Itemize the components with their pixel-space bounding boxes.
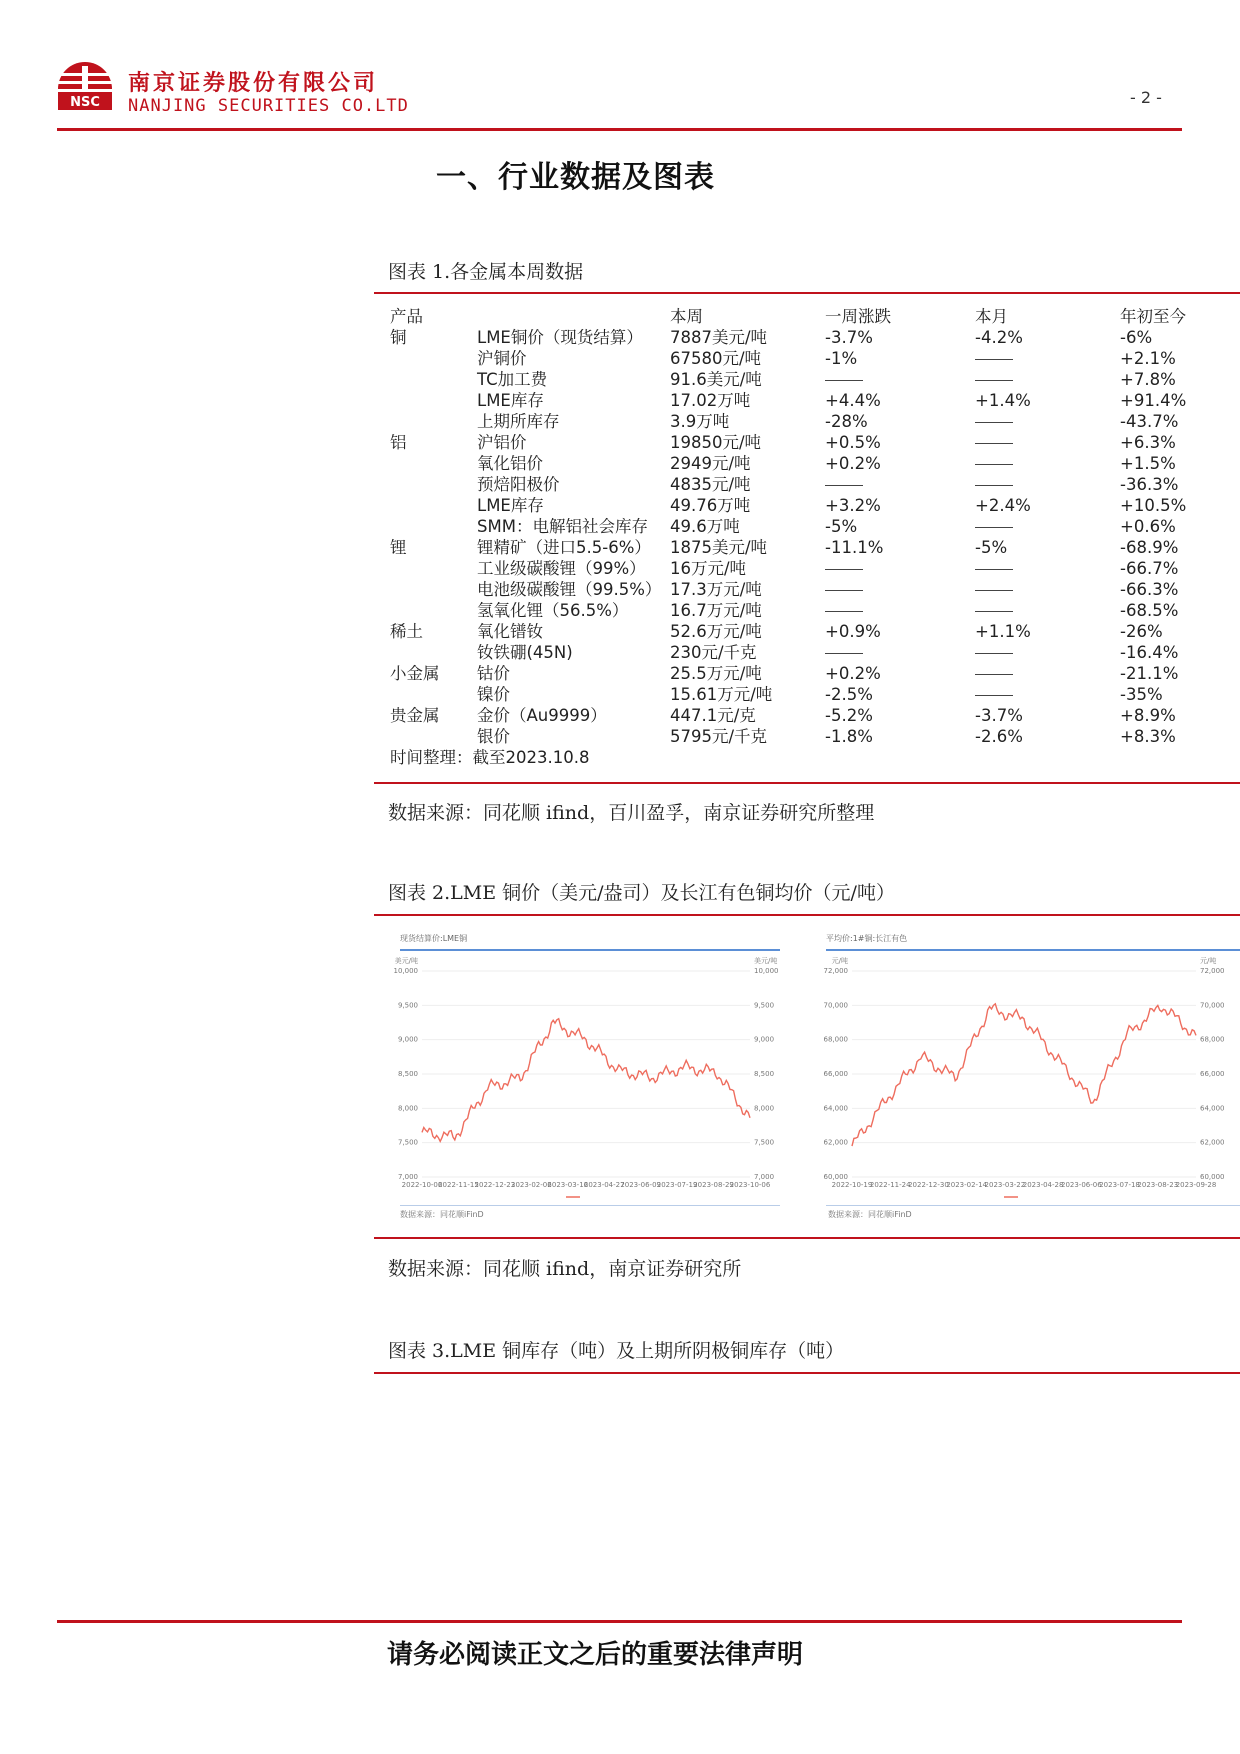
y-tick-label: 9,500 [397,1001,418,1010]
month-change-cell [975,411,1013,432]
x-tick-label: 2022-10-06 [401,1181,443,1189]
week-change-cell: +0.9% [825,622,881,641]
week-value-cell: 5795元/千克 [670,727,768,746]
x-tick-label: 2023-03-22 [984,1181,1026,1189]
dash-mark [975,464,1013,465]
month-change-cell [975,474,1013,495]
y-tick-label: 7,500 [397,1138,418,1147]
logo-text: NSC [70,95,100,110]
week-change-cell: +3.2% [825,496,881,515]
ytd-change-cell: -26% [1120,622,1163,641]
table-time-row [380,747,1240,768]
figure1-source: 数据来源：同花顺 ifind，百川盈孚，南京证券研究所整理 [388,802,875,824]
week-change-cell [825,579,863,600]
dash-mark [975,590,1013,591]
item-name-cell: 锂精矿（进口5.5-6%） [477,538,651,557]
week-value-cell: 67580元/吨 [670,349,762,368]
company-name-cn: 南京证券股份有限公司 [128,71,379,96]
item-name-cell: 金价（Au9999） [477,706,607,725]
dash-mark [975,443,1013,444]
dash-mark [825,653,863,654]
month-change-cell: -3.7% [975,706,1023,725]
week-value-cell: 16.7万元/吨 [670,601,762,620]
month-change-cell [975,684,1013,705]
col-header-month: 本月 [975,307,1008,326]
col-header-ytd: 年初至今 [1120,307,1186,326]
month-change-cell [975,348,1013,369]
table-header-row [380,306,1240,327]
table-row [380,390,1240,411]
col-header-product: 产品 [390,307,423,326]
table-row [380,327,1240,348]
week-change-cell [825,474,863,495]
left-chart-title: 现货结算价:LME铜 [400,934,468,943]
section-title: 一、行业数据及图表 [436,160,715,195]
week-value-cell: 7887美元/吨 [670,328,768,347]
week-change-cell: -3.7% [825,328,873,347]
week-value-cell: 2949元/吨 [670,454,751,473]
week-value-cell: 19850元/吨 [670,433,762,452]
table-row [380,705,1240,726]
item-name-cell: LME铜价（现货结算） [477,328,643,347]
left-chart-topbar [400,949,780,951]
month-change-cell [975,579,1013,600]
table-body [380,327,1240,747]
week-value-cell: 49.76万吨 [670,496,751,515]
month-change-cell: +1.1% [975,622,1031,641]
week-change-cell [825,558,863,579]
y-tick-label: 62,000 [1200,1138,1225,1147]
dash-mark [825,569,863,570]
dash-mark [975,422,1013,423]
page-number: - 2 - [1130,88,1162,107]
week-value-cell: 447.1元/克 [670,706,756,725]
item-name-cell: 氧化镨钕 [477,622,543,641]
ytd-change-cell: +7.8% [1120,370,1176,389]
week-value-cell: 15.61万元/吨 [670,685,773,704]
dash-mark [975,527,1013,528]
dash-mark [975,695,1013,696]
table-row [380,369,1240,390]
item-name-cell: 沪铜价 [477,349,527,368]
item-name-cell: 预焙阳极价 [477,475,560,494]
figure2-source: 数据来源：同花顺 ifind，南京证券研究所 [388,1258,742,1280]
x-tick-label: 2023-08-23 [1137,1181,1179,1189]
y-tick-label: 70,000 [1200,1001,1225,1010]
price-series-line [852,1004,1196,1146]
dash-mark [975,674,1013,675]
x-tick-label: 2023-08-29 [693,1181,734,1189]
changjiang-copper-chart-svg [818,925,1240,1225]
x-tick-label: 2023-02-14 [946,1181,988,1189]
month-change-cell [975,600,1013,621]
figure2-bottom-rule [374,1237,1240,1239]
x-tick-label: 2023-09-28 [1175,1181,1217,1189]
time-label: 时间整理：截至2023.10.8 [390,748,590,767]
dash-mark [825,611,863,612]
y-tick-label: 70,000 [823,1001,848,1010]
ytd-change-cell: +1.5% [1120,454,1176,473]
item-name-cell: TC加工费 [477,370,548,389]
ytd-change-cell: +0.6% [1120,517,1176,536]
week-change-cell: -5% [825,517,858,536]
item-name-cell: 钴价 [477,664,510,683]
week-value-cell: 16万元/吨 [670,559,747,578]
company-logo [56,60,114,118]
category-cell: 稀土 [390,622,423,641]
right-chart-source: 数据来源：同花顺iFinD [828,1210,912,1219]
month-change-cell [975,369,1013,390]
week-value-cell: 52.6万元/吨 [670,622,762,641]
price-series-line [422,1019,750,1142]
item-name-cell: 银价 [477,727,510,746]
table-row [380,579,1240,600]
x-tick-label: 2022-10-19 [831,1181,873,1189]
y-tick-label: 62,000 [823,1138,848,1147]
week-change-cell: -5.2% [825,706,873,725]
lme-copper-chart-svg [382,925,798,1225]
figure2-top-rule [374,914,1240,916]
x-tick-label: 2023-07-18 [1099,1181,1140,1189]
week-value-cell: 3.9万吨 [670,412,730,431]
month-change-cell [975,516,1013,537]
left-chart-source: 数据来源：同花顺iFinD [400,1210,484,1219]
item-name-cell: 上期所库存 [477,412,560,431]
ytd-change-cell: -36.3% [1120,475,1179,494]
y-tick-label: 64,000 [823,1104,848,1113]
item-name-cell: 氧化铝价 [477,454,543,473]
ytd-change-cell: +8.3% [1120,727,1176,746]
figure3-top-rule [374,1372,1240,1374]
y-tick-label: 9,500 [754,1001,775,1010]
item-name-cell: LME库存 [477,391,544,410]
y-tick-label: 7,000 [754,1173,775,1181]
month-change-cell: +2.4% [975,496,1031,515]
dash-mark [975,653,1013,654]
week-change-cell: -28% [825,412,868,431]
y-tick-label: 10,000 [393,967,418,975]
y-tick-label: 60,000 [823,1173,848,1181]
category-cell: 铜 [390,328,407,347]
ytd-change-cell: -68.5% [1120,601,1179,620]
x-tick-label: 2023-06-06 [1060,1181,1102,1189]
week-change-cell [825,600,863,621]
x-tick-label: 2023-06-09 [620,1181,662,1189]
table-row [380,474,1240,495]
y-tick-label: 10,000 [754,967,779,975]
month-change-cell [975,453,1013,474]
company-name-en: NANJING SECURITIES CO.LTD [128,96,409,116]
week-change-cell [825,642,863,663]
footer-divider [57,1620,1182,1623]
x-tick-label: 2023-04-27 [583,1181,625,1189]
week-value-cell: 230元/千克 [670,643,757,662]
dash-mark [975,359,1013,360]
week-change-cell: +0.2% [825,664,881,683]
y-tick-label: 68,000 [1200,1035,1225,1044]
ytd-change-cell: -35% [1120,685,1163,704]
x-tick-label: 2022-11-24 [869,1181,911,1189]
figure1-top-rule [374,292,1240,294]
y-tick-label: 8,500 [754,1070,775,1078]
item-name-cell: 镍价 [477,685,510,704]
dash-mark [975,380,1013,381]
x-tick-label: 2022-11-15 [438,1181,479,1189]
y-tick-label: 8,000 [397,1104,418,1113]
month-change-cell: -2.6% [975,727,1023,746]
week-value-cell: 49.6万吨 [670,517,740,536]
category-cell: 小金属 [390,664,440,683]
y-axis-unit: 美元/吨 [754,957,778,965]
category-cell: 铝 [390,433,407,452]
x-tick-label: 2023-10-06 [729,1181,771,1189]
ytd-change-cell: +10.5% [1120,496,1187,515]
ytd-change-cell: -68.9% [1120,538,1179,557]
y-tick-label: 8,000 [754,1104,775,1113]
header-divider [57,128,1182,131]
table-row [380,642,1240,663]
table-row [380,600,1240,621]
y-tick-label: 7,000 [397,1173,418,1181]
figure1-caption: 图表 1.各金属本周数据 [388,261,584,283]
week-value-cell: 17.3万元/吨 [670,580,762,599]
week-change-cell: -11.1% [825,538,884,557]
table-row [380,348,1240,369]
figure3-caption: 图表 3.LME 铜库存（吨）及上期所阴极铜库存（吨） [388,1340,845,1362]
y-tick-label: 72,000 [1200,967,1225,975]
legal-notice: 请务必阅读正文之后的重要法律声明 [387,1640,804,1670]
item-name-cell: LME库存 [477,496,544,515]
week-value-cell: 91.6美元/吨 [670,370,762,389]
table-row [380,621,1240,642]
month-change-cell [975,432,1013,453]
dash-mark [825,590,863,591]
figure1-bottom-rule [374,782,1240,784]
table-row [380,432,1240,453]
y-axis-unit: 美元/吨 [394,957,418,965]
week-value-cell: 4835元/吨 [670,475,751,494]
ytd-change-cell: +2.1% [1120,349,1176,368]
week-value-cell: 25.5万元/吨 [670,664,762,683]
y-axis-unit: 元/吨 [831,957,848,965]
week-change-cell: +0.5% [825,433,881,452]
x-tick-label: 2023-03-16 [547,1181,589,1189]
ytd-change-cell: +8.9% [1120,706,1176,725]
y-tick-label: 8,500 [397,1070,418,1078]
week-change-cell [825,369,863,390]
nsc-logo-icon [56,60,114,118]
month-change-cell: -5% [975,538,1008,557]
month-change-cell [975,663,1013,684]
table-row [380,663,1240,684]
y-tick-label: 66,000 [1200,1070,1225,1078]
table-row [380,453,1240,474]
x-tick-label: 2023-02-06 [510,1181,552,1189]
y-tick-label: 72,000 [823,967,848,975]
item-name-cell: 沪铝价 [477,433,527,452]
table-row [380,537,1240,558]
week-change-cell: -2.5% [825,685,873,704]
month-change-cell [975,558,1013,579]
lme-copper-chart [382,925,798,1225]
ytd-change-cell: +6.3% [1120,433,1176,452]
y-tick-label: 66,000 [823,1070,848,1078]
col-header-week: 本周 [670,307,703,326]
ytd-change-cell: -43.7% [1120,412,1179,431]
right-chart-topbar [826,949,1240,951]
dash-mark [975,485,1013,486]
week-change-cell: +4.4% [825,391,881,410]
item-name-cell: 钕铁硼(45N) [477,643,573,662]
item-name-cell: 工业级碳酸锂（99%） [477,559,646,578]
table-row [380,495,1240,516]
category-cell: 贵金属 [390,706,440,725]
ytd-change-cell: -66.3% [1120,580,1179,599]
dash-mark [825,380,863,381]
y-tick-label: 9,000 [397,1035,418,1044]
item-name-cell: 氢氧化锂（56.5%） [477,601,629,620]
month-change-cell: -4.2% [975,328,1023,347]
metals-table [380,306,1240,768]
col-header-week-change: 一周涨跌 [825,307,891,326]
month-change-cell [975,642,1013,663]
week-change-cell: -1% [825,349,858,368]
ytd-change-cell: -21.1% [1120,664,1179,683]
dash-mark [975,611,1013,612]
x-tick-label: 2023-04-28 [1022,1181,1064,1189]
dash-mark [975,569,1013,570]
ytd-change-cell: -66.7% [1120,559,1179,578]
category-cell: 锂 [390,538,407,557]
table-row [380,726,1240,747]
x-tick-label: 2023-07-19 [656,1181,698,1189]
changjiang-copper-chart [818,925,1240,1225]
item-name-cell: 电池级碳酸锂（99.5%） [477,580,662,599]
y-tick-label: 64,000 [1200,1104,1225,1113]
week-change-cell: +0.2% [825,454,881,473]
y-tick-label: 60,000 [1200,1173,1225,1181]
table-row [380,516,1240,537]
right-chart-title: 平均价:1#铜:长江有色 [826,934,908,943]
table-row [380,558,1240,579]
month-change-cell: +1.4% [975,391,1031,410]
y-tick-label: 7,500 [754,1138,775,1147]
x-tick-label: 2022-12-30 [908,1181,949,1189]
week-change-cell: -1.8% [825,727,873,746]
dash-mark [825,485,863,486]
item-name-cell: SMM：电解铝社会库存 [477,517,648,536]
ytd-change-cell: -16.4% [1120,643,1179,662]
ytd-change-cell: -6% [1120,328,1153,347]
ytd-change-cell: +91.4% [1120,391,1187,410]
week-value-cell: 1875美元/吨 [670,538,768,557]
table-row [380,411,1240,432]
y-tick-label: 9,000 [754,1035,775,1044]
y-axis-unit: 元/吨 [1200,957,1217,965]
x-tick-label: 2022-12-23 [474,1181,516,1189]
table-row [380,684,1240,705]
week-value-cell: 17.02万吨 [670,391,751,410]
figure2-caption: 图表 2.LME 铜价（美元/盎司）及长江有色铜均价（元/吨） [388,882,895,904]
y-tick-label: 68,000 [823,1035,848,1044]
